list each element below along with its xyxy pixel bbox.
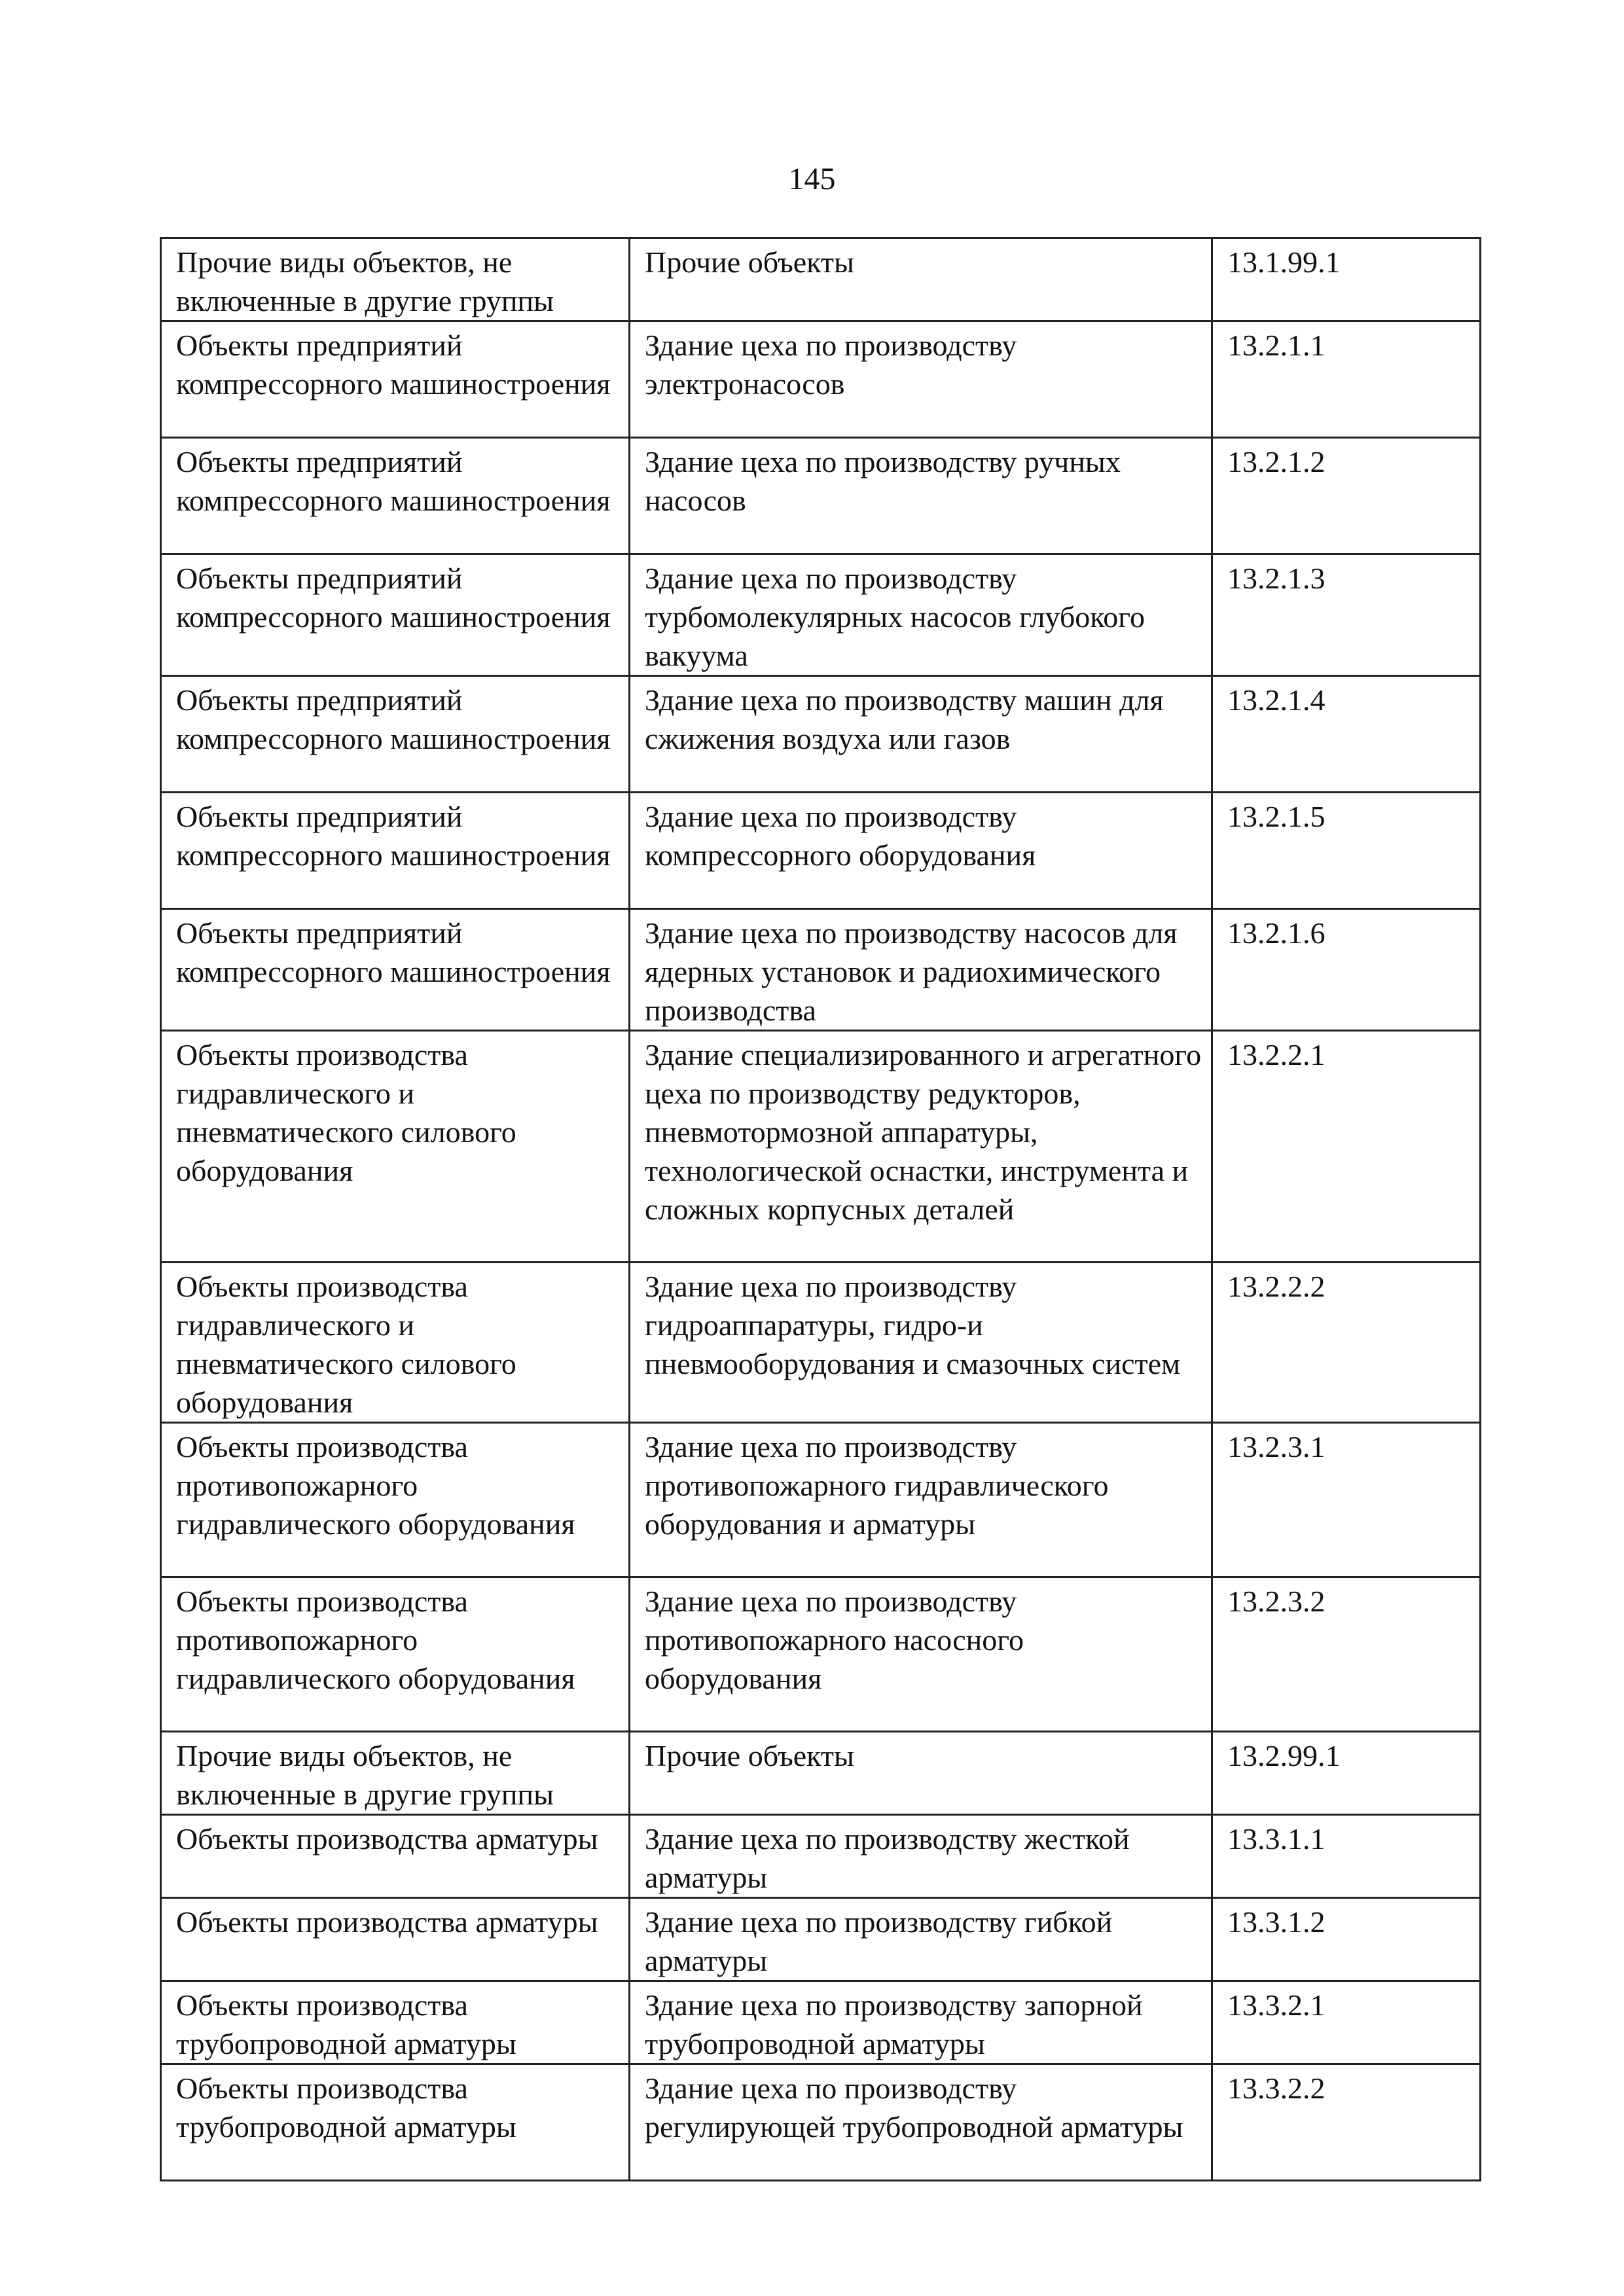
table-row xyxy=(161,1423,1481,1577)
object-name-cell: Здание цеха по производству машин для сжижения воздуха или газов xyxy=(630,676,1212,793)
object-code-cell: 13.2.2.2 xyxy=(1212,1263,1481,1423)
table-row xyxy=(161,1732,1481,1815)
table-row xyxy=(161,1263,1481,1423)
table-row xyxy=(161,1898,1481,1981)
object-type-cell: Прочие виды объектов, не включенные в другие группы xyxy=(161,238,630,321)
objects-table xyxy=(160,237,1481,2181)
object-code-cell: 13.2.99.1 xyxy=(1212,1732,1481,1815)
object-code-cell: 13.2.1.6 xyxy=(1212,909,1481,1031)
object-code-cell: 13.2.1.3 xyxy=(1212,554,1481,676)
object-code-cell: 13.3.2.2 xyxy=(1212,2064,1481,2181)
object-name-cell: Здание цеха по производству запорной трубопроводной арматуры xyxy=(630,1981,1212,2064)
table-row xyxy=(161,1031,1481,1263)
table-row xyxy=(161,554,1481,676)
object-code-cell: 13.1.99.1 xyxy=(1212,238,1481,321)
object-name-cell: Здание цеха по производству турбомолекулярных насосов глубокого вакуума xyxy=(630,554,1212,676)
object-type-cell: Объекты предприятий компрессорного машиностроения xyxy=(161,909,630,1031)
object-code-cell: 13.3.2.1 xyxy=(1212,1981,1481,2064)
object-name-cell: Здание цеха по производству гидроаппаратуры, гидро-и пневмооборудования и смазочных систем xyxy=(630,1263,1212,1423)
page-number: 145 xyxy=(788,162,836,196)
object-code-cell: 13.2.1.5 xyxy=(1212,793,1481,909)
object-name-cell: Прочие объекты xyxy=(630,1732,1212,1815)
table-row xyxy=(161,909,1481,1031)
object-type-cell: Объекты производства трубопроводной арматуры xyxy=(161,1981,630,2064)
table-row xyxy=(161,238,1481,321)
object-code-cell: 13.2.1.1 xyxy=(1212,321,1481,438)
object-code-cell: 13.3.1.2 xyxy=(1212,1898,1481,1981)
object-name-cell: Здание цеха по производству гибкой арматуры xyxy=(630,1898,1212,1981)
object-code-cell: 13.3.1.1 xyxy=(1212,1815,1481,1898)
object-type-cell: Объекты производства гидравлического и пневматического силового оборудования xyxy=(161,1263,630,1423)
object-name-cell: Здание цеха по производству противопожарного насосного оборудования xyxy=(630,1577,1212,1732)
table-row xyxy=(161,2064,1481,2181)
object-name-cell: Здание цеха по производству ручных насосов xyxy=(630,438,1212,554)
table-row xyxy=(161,1577,1481,1732)
object-type-cell: Объекты предприятий компрессорного машиностроения xyxy=(161,321,630,438)
object-type-cell: Объекты предприятий компрессорного машиностроения xyxy=(161,438,630,554)
object-type-cell: Объекты производства трубопроводной арматуры xyxy=(161,2064,630,2181)
object-code-cell: 13.2.1.2 xyxy=(1212,438,1481,554)
object-name-cell: Здание цеха по производству противопожарного гидравлического оборудования и арматуры xyxy=(630,1423,1212,1577)
object-type-cell: Объекты предприятий компрессорного машиностроения xyxy=(161,676,630,793)
object-name-cell: Здание цеха по производству электронасосов xyxy=(630,321,1212,438)
object-code-cell: 13.2.3.2 xyxy=(1212,1577,1481,1732)
object-type-cell: Объекты производства противопожарного гидравлического оборудования xyxy=(161,1577,630,1732)
object-type-cell: Объекты предприятий компрессорного машиностроения xyxy=(161,793,630,909)
object-type-cell: Объекты предприятий компрессорного машиностроения xyxy=(161,554,630,676)
object-type-cell: Объекты производства арматуры xyxy=(161,1898,630,1981)
object-name-cell: Здание цеха по производству регулирующей трубопроводной арматуры xyxy=(630,2064,1212,2181)
object-name-cell: Здание цеха по производству компрессорного оборудования xyxy=(630,793,1212,909)
object-type-cell: Прочие виды объектов, не включенные в другие группы xyxy=(161,1732,630,1815)
object-code-cell: 13.2.2.1 xyxy=(1212,1031,1481,1263)
object-code-cell: 13.2.1.4 xyxy=(1212,676,1481,793)
table-row xyxy=(161,676,1481,793)
object-type-cell: Объекты производства гидравлического и пневматического силового оборудования xyxy=(161,1031,630,1263)
object-name-cell: Здание цеха по производству жесткой арматуры xyxy=(630,1815,1212,1898)
table-row xyxy=(161,1981,1481,2064)
table-row xyxy=(161,438,1481,554)
object-name-cell: Здание специализированного и агрегатного цеха по производству редукторов, пневмотормозной аппаратуры, технологической оснастки, инструмента и сложных корпусных деталей xyxy=(630,1031,1212,1263)
object-type-cell: Объекты производства арматуры xyxy=(161,1815,630,1898)
object-name-cell: Здание цеха по производству насосов для ядерных установок и радиохимического производства xyxy=(630,909,1212,1031)
object-code-cell: 13.2.3.1 xyxy=(1212,1423,1481,1577)
object-type-cell: Объекты производства противопожарного гидравлического оборудования xyxy=(161,1423,630,1577)
table-row xyxy=(161,793,1481,909)
table-row xyxy=(161,1815,1481,1898)
object-name-cell: Прочие объекты xyxy=(630,238,1212,321)
table-row xyxy=(161,321,1481,438)
